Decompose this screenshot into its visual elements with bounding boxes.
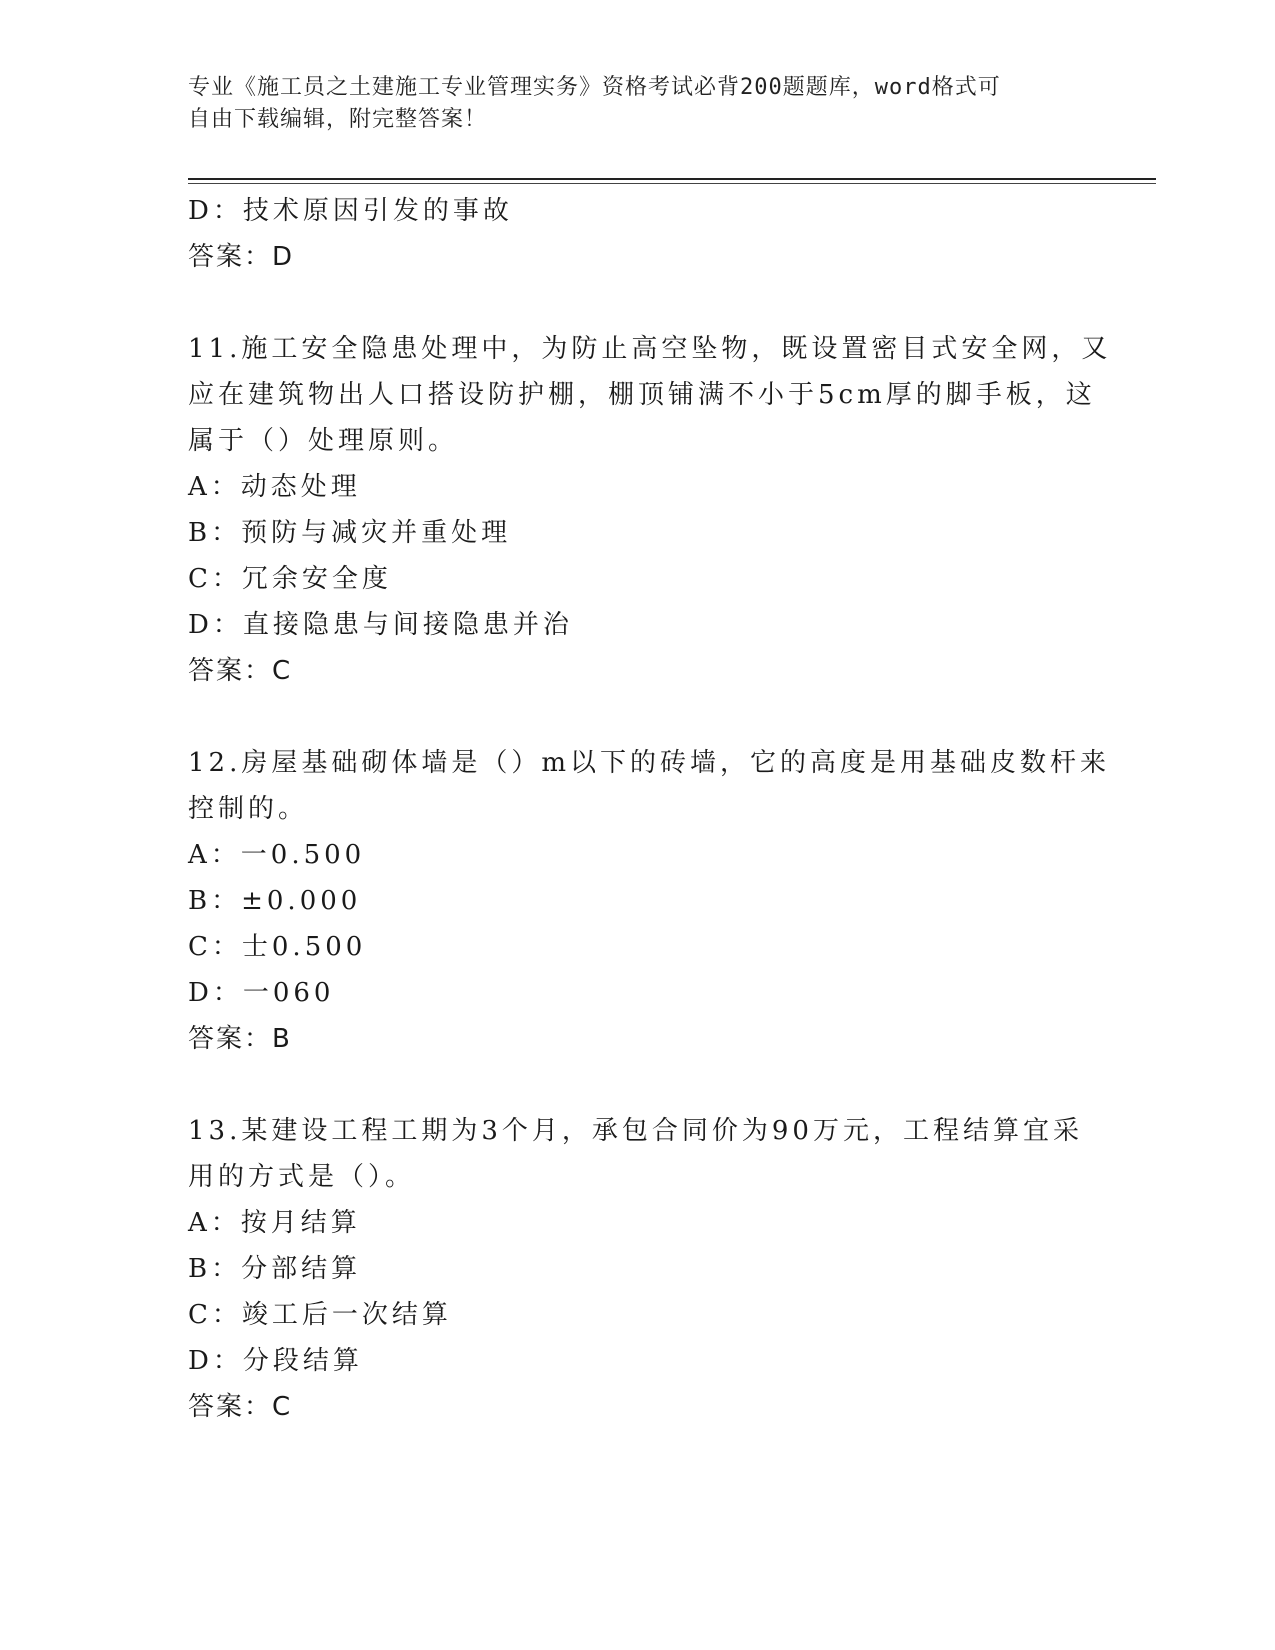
option-d: D：一060 [188,978,335,1008]
question-text-line: 属于（）处理原则。 [188,426,459,456]
option-a: A：按月结算 [188,1208,361,1238]
option-c: C：冗余安全度 [188,564,392,594]
header-rule [188,178,1156,180]
option-d: D：分段结算 [188,1346,363,1376]
header-rule-thin [188,183,1156,184]
answer: 答案：C [188,656,293,686]
header-line-1: 专业《施工员之土建施工专业管理实务》资格考试必背200题题库，word格式可 [188,75,1001,100]
answer: 答案：C [188,1392,293,1422]
option-a: A：动态处理 [188,472,361,502]
option-a: A：一0.500 [188,840,366,870]
question-text-line: 应在建筑物出人口搭设防护棚，棚顶铺满不小于5cm厚的脚手板，这 [188,380,1096,410]
option-d: D：技术原因引发的事故 [188,196,513,226]
option-c: C：士0.500 [188,932,367,962]
option-b: B：分部结算 [188,1254,362,1284]
answer: 答案：D [188,242,295,272]
question-11 [188,326,1112,694]
question-text-line: 11.施工安全隐患处理中，为防止高空坠物，既设置密目式安全网，又 [188,334,1112,364]
answer: 答案：B [188,1024,292,1054]
question-13 [188,1108,1088,1430]
question-text-line: 控制的。 [188,794,309,824]
question-content [188,188,1112,1430]
question-text-line: 13.某建设工程工期为3个月，承包合同价为90万元，工程结算宜采 [188,1116,1083,1146]
option-c: C：竣工后一次结算 [188,1300,452,1330]
header-line-2: 自由下载编辑，附完整答案！ [188,107,488,132]
spacer [188,1062,1088,1108]
spacer [188,280,1088,326]
option-b: B：预防与减灾并重处理 [188,518,512,548]
option-b: B：±0.000 [188,886,362,916]
question-text-line: 12.房屋基础砌体墙是（）m以下的砖墙，它的高度是用基础皮数杆来 [188,748,1111,778]
option-d: D：直接隐患与间接隐患并治 [188,610,573,640]
spacer [188,694,1088,740]
page-header [188,72,1088,136]
question-12 [188,740,1111,1062]
question-text-line: 用的方式是（）。 [188,1162,416,1192]
